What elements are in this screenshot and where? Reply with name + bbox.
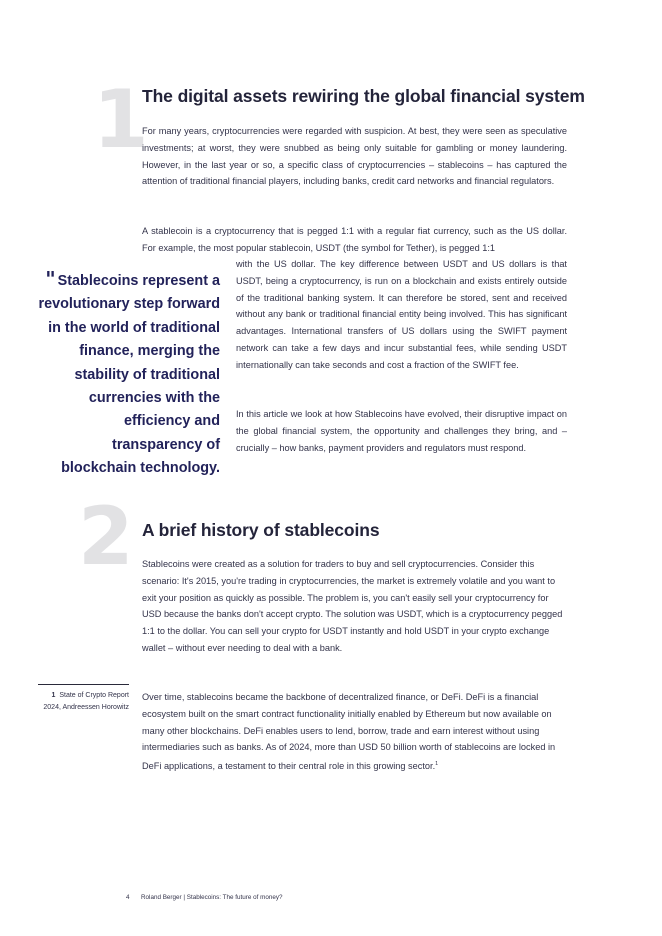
pull-quote-text: Stablecoins represent a revolutionary step forward in the world of traditional finance, merging the stability of traditional currencies with the efficiency and transparency of blockchain technology.	[38, 273, 220, 477]
footnote-divider	[38, 684, 129, 685]
section-number-1: 1	[93, 73, 149, 166]
footnote	[38, 690, 129, 714]
section-1-paragraph-2-continued: with the US dollar. The key difference between USDT and US dollars is that USDT, being a cryptocurrency, is run on a blockchain and exists entirely outside of the traditional banking system. It can therefore be stored, sent and received without any bank or traditional financial entity being involved. This has significant advantages. International transfers of US dollars using the SWIFT payment network can take a few days and incur substantial fees, while sending USDT internationally can take seconds and cost a fraction of the SWIFT fee.	[236, 259, 567, 370]
quote-mark-icon: "	[45, 267, 54, 291]
footnote-reference[interactable]: 1	[435, 761, 439, 768]
section-number-2: 2	[78, 490, 134, 583]
section-2-paragraph-2-text: Over time, stablecoins became the backbone of decentralized finance, or DeFi. DeFi is a financial ecosystem built on the smart contract functionality initially enabled by Ethereum but now available on many other blockchains. DeFi enables users to lend, borrow, trade and earn interest without using intermediaries such as banks. As of 2024, more than USD 50 billion worth of stablecoins are locked in DeFi applications, a testament to their central role in this growing sector.	[142, 692, 556, 772]
section-1-paragraph-3: In this article we look at how Stablecoins have evolved, their disruptive impact on the global financial system, the opportunity and challenges they bring, and – crucially – how banks, payment providers and regulators must respond.	[236, 409, 567, 453]
page-footer	[126, 894, 283, 901]
section-1-paragraph-2-start: A stablecoin is a cryptocurrency that is pegged 1:1 with a regular fiat currency, such as the US dollar. For example, the most popular stablecoin, USDT (the symbol for Tether), is pegged 1:1	[142, 226, 567, 253]
section-1-heading: The digital assets rewiring the global financial system	[142, 86, 585, 106]
section-2-paragraph-2	[142, 689, 567, 775]
pull-quote	[36, 268, 220, 481]
page-number: 4	[126, 894, 130, 901]
section-2-paragraph-1: Stablecoins were created as a solution for traders to buy and sell cryptocurrencies. Consider this scenario: It's 2015, you're trading in cryptocurrencies, the market is extremely volatile and you want to exit your position as quickly as possible. The problem is, you can't easily sell your cryptocurrency for USD because the banks don't accept crypto. The solution was USDT, which is a cryptocurrency pegged 1:1 to the dollar. You can sell your crypto for USDT instantly and hold USDT in your crypto exchange wallet – without ever needing to deal with a bank.	[142, 559, 563, 653]
footer-text: Roland Berger | Stablecoins: The future of money?	[141, 894, 283, 901]
footnote-text: State of Crypto Report 2024, Andreessen Horowitz	[43, 692, 129, 711]
section-1-paragraph-1: For many years, cryptocurrencies were regarded with suspicion. At best, they were seen as speculative investments; at worst, they were snubbed as being only suitable for gambling or money laundering. However, in the last year or so, a specific class of cryptocurrencies – stablecoins – has captured the attention of traditional financial players, including banks, credit card networks and financial regulators.	[142, 126, 567, 187]
footnote-number: 1	[51, 692, 56, 699]
section-2-heading: A brief history of stablecoins	[142, 520, 380, 540]
